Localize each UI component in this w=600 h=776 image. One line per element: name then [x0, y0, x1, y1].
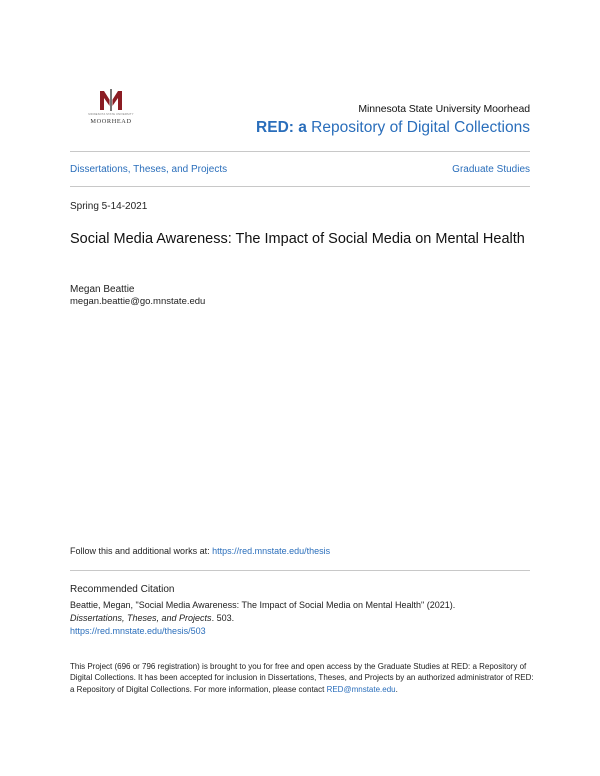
logo-university-text: MINNESOTA STATE UNIVERSITY	[88, 113, 134, 116]
license-body: This Project (696 or 796 registration) is brought to you for free and open access by the Graduate Studies at RED: a Repository of Digital Collections. It has been accepted for inclusion in Dissertations, Theses, and Projects by an authorized administrator of RED: a Repository of Digital Collections. For more information, please contact	[70, 662, 534, 694]
author-name: Megan Beattie	[70, 284, 135, 295]
author-email: megan.beattie@go.mnstate.edu	[70, 296, 206, 307]
citation-link[interactable]: https://red.mnstate.edu/thesis/503	[70, 626, 206, 636]
divider-citation	[70, 570, 530, 571]
document-title: Social Media Awareness: The Impact of Social Media on Mental Health	[70, 231, 525, 247]
collection-link[interactable]: Dissertations, Theses, and Projects	[70, 164, 228, 175]
divider-nav	[70, 186, 530, 187]
follow-line	[70, 546, 330, 556]
repository-name: Repository of Digital Collections	[311, 119, 530, 136]
publication-date: Spring 5-14-2021	[70, 201, 148, 212]
citation-number: . 503.	[211, 613, 235, 623]
msum-logo-mark-icon	[80, 88, 142, 112]
repository-prefix: RED: a	[256, 119, 307, 136]
license-text	[70, 661, 540, 695]
repository-link[interactable]	[256, 119, 530, 137]
university-name: Minnesota State University Moorhead	[358, 103, 530, 115]
department-link[interactable]: Graduate Studies	[452, 164, 530, 175]
citation-text	[70, 599, 540, 638]
citation-series: Dissertations, Theses, and Projects	[70, 613, 212, 623]
citation-line: Beattie, Megan, "Social Media Awareness: The Impact of Social Media on Mental Health" (2021).	[70, 600, 456, 610]
citation-heading: Recommended Citation	[70, 584, 175, 595]
msum-logo[interactable]	[80, 88, 142, 130]
license-end: .	[395, 684, 398, 694]
contact-email-link[interactable]: RED@mnstate.edu	[326, 684, 396, 694]
follow-link[interactable]: https://red.mnstate.edu/thesis	[212, 546, 331, 556]
logo-moorhead-text: MOORHEAD	[90, 118, 132, 125]
follow-text: Follow this and additional works at:	[70, 546, 213, 556]
divider-top	[70, 151, 530, 152]
